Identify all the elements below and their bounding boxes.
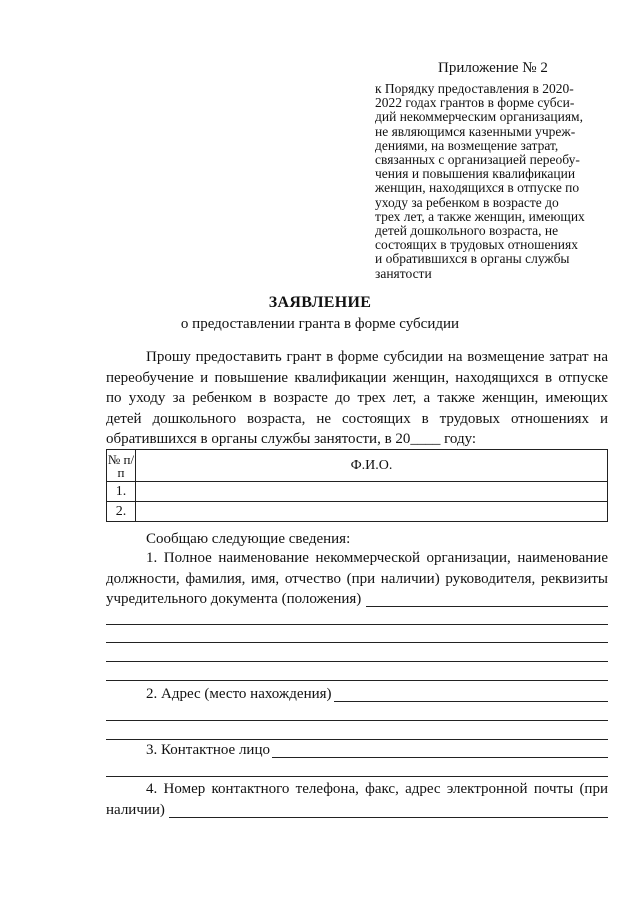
paragraph-line: по уходу за ребенком в возрасте до трех лет, а также женщин, имеющих — [106, 390, 608, 407]
row-name-cell[interactable] — [136, 502, 608, 522]
annex-line: связанных с организацией переобу- — [375, 152, 580, 168]
column-header-name: Ф.И.О. — [136, 450, 608, 482]
section-intro: Сообщаю следующие сведения: — [146, 531, 351, 547]
annex-line: женщин, находящихся в отпуске по — [375, 180, 580, 196]
annex-line: к Порядку предоставления в 2020- — [375, 81, 574, 96]
document-title: ЗАЯВЛЕНИЕ — [268, 294, 372, 311]
paragraph-line: обратившихся в органы службы занятости, в 20____ году: — [106, 431, 477, 448]
item3-fill-line[interactable] — [106, 776, 608, 777]
paragraph-line: детей дошкольного возраста, не состоящих в трудовых отношениях и — [106, 410, 608, 427]
paragraph-line: Прошу предоставить грант в форме субсидии на возмещение затрат на — [146, 349, 608, 365]
row-name-cell[interactable] — [136, 482, 608, 502]
item3-label: 3. Контактное лицо — [146, 742, 270, 758]
annex-line: и обратившихся в органы службы — [375, 251, 570, 267]
item1-fill-line[interactable] — [106, 680, 608, 681]
item2-fill-line[interactable] — [106, 720, 608, 721]
item4-line2: наличии) — [106, 802, 165, 818]
annex-body — [375, 82, 607, 281]
annex-line: занятости — [375, 265, 432, 281]
item2-fill-line[interactable] — [334, 701, 608, 702]
item3-fill-line[interactable] — [272, 757, 608, 758]
item1-fill-line[interactable] — [106, 661, 608, 662]
annex-line: уходу за ребенком в возрасте до — [375, 194, 559, 210]
participants-table — [106, 449, 608, 522]
row-number: 2. — [107, 502, 136, 522]
document-subtitle: о предоставлении гранта в форме субсидии — [180, 316, 460, 332]
item1-fill-line[interactable] — [106, 624, 608, 625]
item2-label: 2. Адрес (место нахождения) — [146, 686, 332, 702]
item1-fill-line[interactable] — [106, 642, 608, 643]
table-header-row — [107, 450, 608, 482]
request-paragraph — [106, 347, 608, 450]
item4-line1: 4. Номер контактного телефона, факс, адрес электронной почты (при — [146, 781, 608, 797]
item1-fill-line[interactable] — [366, 606, 608, 607]
annex-line: состоящих в трудовых отношениях — [375, 237, 578, 253]
annex-line: не являющимся казенными учреж- — [375, 123, 576, 139]
item1-line3: учредительного документа (положения) — [106, 591, 362, 607]
annex-line: трех лет, а также женщин, имеющих — [375, 208, 585, 224]
annex-line: 2022 годах грантов в форме субси- — [375, 95, 575, 111]
annex-line: дий некоммерческим организациям, — [375, 109, 583, 125]
row-number: 1. — [107, 482, 136, 502]
item1-line1: 1. Полное наименование некоммерческой организации, наименование — [146, 550, 608, 566]
paragraph-line: переобучение и повышение квалификации женщин, находящихся в отпуске — [106, 369, 608, 386]
table-row — [107, 502, 608, 522]
annex-line: детей дошкольного возраста, не — [375, 223, 559, 239]
item4-fill-line[interactable] — [169, 817, 608, 818]
item2-fill-line[interactable] — [106, 739, 608, 740]
annex-line: чения и повышения квалификации — [375, 166, 576, 182]
table-row — [107, 482, 608, 502]
annex-line: дениями, на возмещение затрат, — [375, 137, 559, 153]
annex-title: Приложение № 2 — [438, 60, 548, 76]
column-header-number: № п/п — [107, 451, 135, 480]
item1-line2: должности, фамилия, имя, отчество (при наличии) руководителя, реквизиты — [106, 571, 608, 587]
